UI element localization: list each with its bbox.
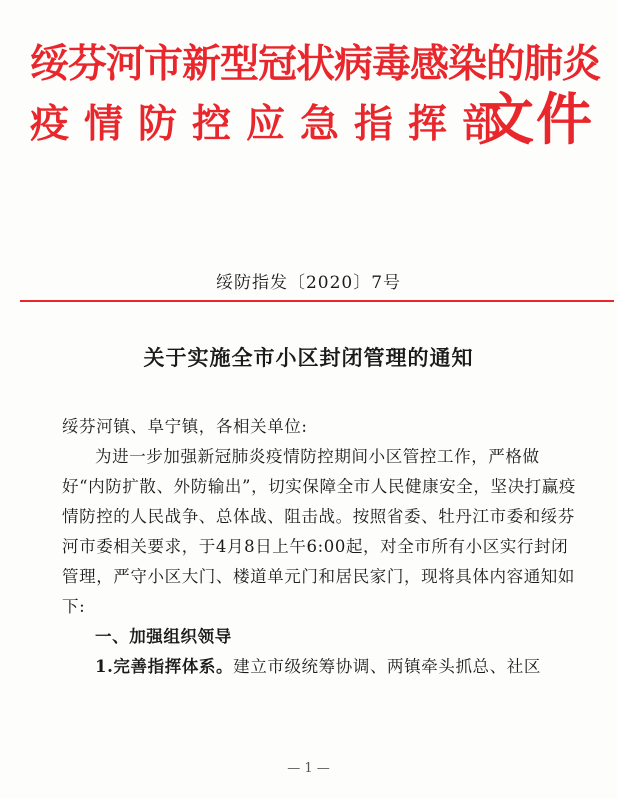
page-number: — 1 — (287, 761, 330, 776)
document-title: 关于实施全市小区封闭管理的通知 (143, 345, 474, 370)
red-divider-line (20, 300, 614, 302)
numbered-item (62, 652, 582, 682)
recipients-line: 绥芬河镇、阜宁镇，各相关单位: (62, 417, 308, 436)
document-number: 绥防指发〔2020〕7号 (215, 273, 402, 293)
document-type-label: 文件 (478, 87, 594, 153)
numbered-item-heading: 1.完善指挥体系。 (95, 657, 234, 676)
numbered-item-text: 建立市级统筹协调、两镇牵头抓总、社区 (233, 657, 541, 676)
issuing-authority-line1: 绥芬河市新型冠状病毒感染的肺炎 (30, 41, 601, 87)
issuing-authority-line2: 疫情防控应急指挥部 (30, 101, 517, 147)
body-paragraph: 为进一步加强新冠肺炎疫情防控期间小区管控工作，严格做好“内防扩散、外防输出”，切实保障全市人民健康安全，坚决打赢疫情防控的人民战争、总体战、阻击战。按照省委、牡丹江市委和绥芬河市委相关要求，于4月8日上午6:00起，对全市所有小区实行封闭管理，严守小区大门、楼道单元门和居民家门，现将具体内容通知如下: (62, 447, 576, 616)
section-heading: 一、加强组织领导 (95, 627, 232, 646)
document-body (62, 412, 582, 682)
